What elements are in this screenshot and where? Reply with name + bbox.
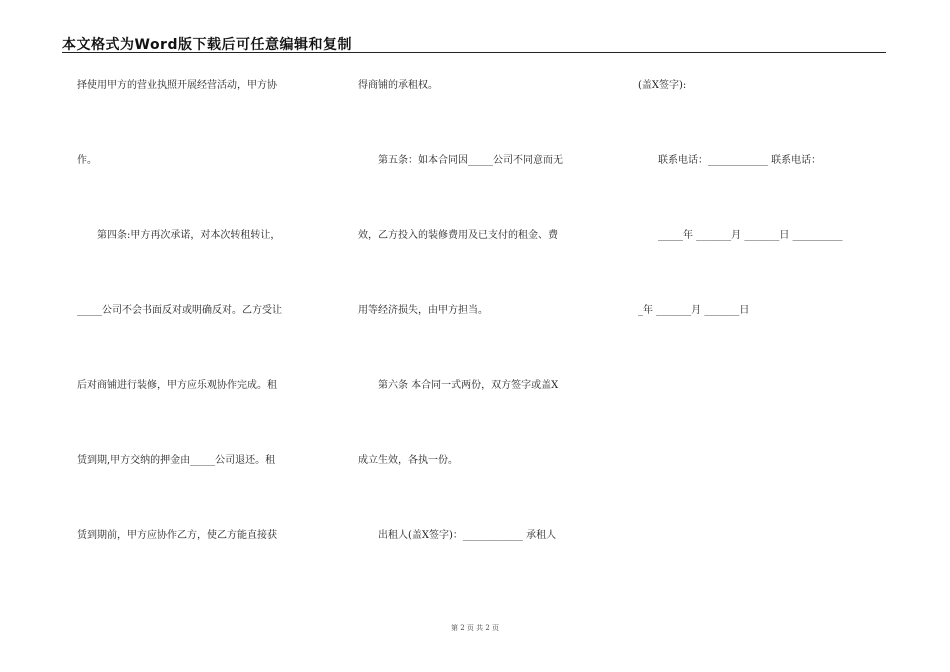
text-line: _____年 _______月 _______日 __________: [638, 230, 843, 241]
text-line: _年 _______月 _______日: [638, 305, 750, 316]
text-line: _____公司不会书面反对或明确反对。乙方受让: [77, 305, 282, 316]
text-line: 效，乙方投入的装修费用及已支付的租金、费: [358, 230, 558, 241]
text-line: 出租人(盖X签字)：____________ 承租人: [358, 530, 557, 541]
text-line: 赁到期前，甲方应协作乙方，使乙方能直接获: [77, 530, 277, 541]
text-line: 用等经济损失，由甲方担当。: [358, 305, 488, 316]
text-line: 赁到期,甲方交纳的押金由_____公司退还。租: [77, 455, 276, 466]
text-line: 择使用甲方的营业执照开展经营活动，甲方协: [77, 80, 277, 91]
document-header-title: 本文格式为Word版下载后可任意编辑和复制: [62, 37, 352, 53]
text-line: 第六条 本合同一式两份，双方签字或盖X: [358, 380, 559, 391]
text-line: 联系电话：____________ 联系电话：: [638, 155, 822, 166]
text-line: 第五条：如本合同因_____公司不同意而无: [358, 155, 563, 166]
text-line: (盖X签字):: [638, 80, 687, 91]
text-line: 后对商铺进行装修，甲方应乐观协作完成。租: [77, 380, 277, 391]
text-line: 成立生效，各执一份。: [358, 455, 458, 466]
page-number-footer: 第 2 页 共 2 页: [450, 624, 500, 632]
text-line: 第四条:甲方再次承诺，对本次转租转让，: [77, 230, 281, 241]
text-line: 得商铺的承租权。: [358, 80, 438, 91]
header-divider: [62, 52, 886, 53]
text-line: 作。: [77, 155, 97, 166]
